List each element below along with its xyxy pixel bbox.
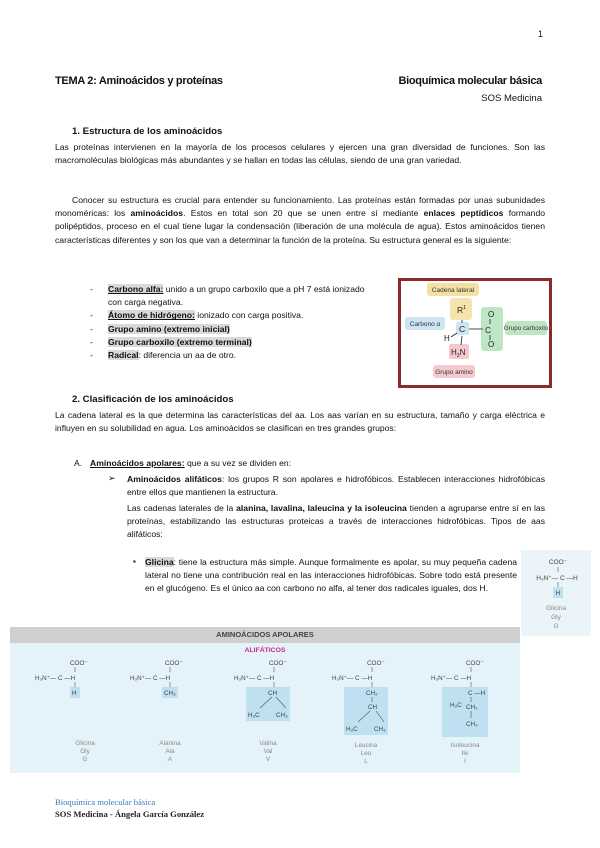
svg-text:H₃N⁺— C —H: H₃N⁺— C —H	[234, 675, 275, 682]
valine-label: Valina Val V	[259, 740, 277, 763]
org-name: SOS Medicina	[481, 93, 542, 104]
glycine-backbone: H₃N⁺— C —H	[536, 575, 578, 582]
alanine-label: Alanina Ala A	[159, 740, 181, 763]
glycine-label: Glicina Gly G	[75, 740, 95, 763]
svg-text:CH₂: CH₂	[466, 704, 478, 711]
square-bullet-icon: ▪	[133, 557, 136, 566]
leucine-structure	[332, 660, 388, 735]
bond-h-c	[451, 333, 457, 337]
list-item: - Grupo carboxilo (extremo terminal)	[90, 336, 252, 347]
aliphatic-paragraph-1: Aminoácidos alifáticos: los grupos R son apolares e hidrofóbicos. Establecen interacciones hidrofóbicas entre ellos que mantienen la estructura.	[127, 474, 545, 498]
svg-text:COO⁻: COO⁻	[367, 660, 385, 667]
svg-text:CH₃: CH₃	[276, 712, 288, 719]
svg-text:COO⁻: COO⁻	[269, 660, 287, 667]
leucine-label: Leucina Leu L	[354, 742, 378, 765]
svg-text:H: H	[72, 690, 77, 697]
aliphatic-paragraph-2: Las cadenas laterales de la alanina, lavalina, laleucina y la isoleucina tienden a agruparse entre sí en las proteínas, estabilizando las estructuras proteicas a través de interacciones hidrofóbicas. Tipos de aas alifáticos:	[127, 503, 545, 540]
list-item: - Carbono alfa: unido a un grupo carboxilo que a pH 7 está ionizado con carga negativa.	[90, 284, 365, 308]
section-1-paragraph-2: Conocer su estructura es crucial para entender su funcionamiento. Las proteínas están formadas por unas subunidades monoméricas: los aminoácidos. Estos en total son 20 que se unen entre sí mediante enlaces peptídicos formando polipéptidos, proceso en el cual tiene lugar la condensación (liberación de una molécula de agua). Estos aminoácidos tienen características diferentes y son los que van a determinar la función de la proteína. Su estructura general es la siguiente:	[55, 195, 546, 245]
structures	[35, 660, 488, 737]
isoleucine-structure	[431, 660, 488, 737]
footer-author: SOS Medicina - Ángela García González	[55, 809, 205, 819]
structure-bullet-list	[90, 283, 375, 362]
carboxyl-label: Grupo carboxilo	[503, 325, 549, 332]
svg-text:COO⁻: COO⁻	[165, 660, 183, 667]
section-2-paragraph-1: La cadena lateral es la que determina las características del aa. Los aas varían en su estructura, tamaño y carga eléctrica e influyen en su solubilidad en agua. Los aminoácidos se clasifican en tres grandes grupos:	[55, 410, 545, 434]
svg-text:COO⁻: COO⁻	[466, 660, 484, 667]
section-2-heading: 2. Clasificación de los aminoácidos	[72, 394, 234, 405]
footer-subject: Bioquímica molecular básica	[55, 797, 156, 807]
svg-text:CH: CH	[368, 704, 378, 711]
glycine-name: Glicina	[546, 605, 566, 612]
subject-title: Bioquímica molecular básica	[398, 75, 542, 87]
svg-text:H₃C: H₃C	[450, 702, 462, 709]
bond-c-n	[461, 336, 462, 345]
page-number: 1	[538, 29, 544, 39]
amino-atoms: $H_3N$	[451, 348, 466, 359]
svg-text:CH₃: CH₃	[466, 721, 478, 728]
r-group-label: $R^1$	[457, 305, 467, 315]
table-header: AMINOÁCIDOS APOLARES	[10, 627, 520, 643]
amino-label: Grupo amino	[435, 369, 473, 376]
glycine-r-h: H	[555, 590, 561, 597]
svg-text:H₃N⁺— C —H: H₃N⁺— C —H	[431, 675, 472, 682]
document-title: TEMA 2: Aminoácidos y proteínas	[55, 75, 223, 87]
svg-text:CH₃: CH₃	[374, 726, 386, 733]
arrow-bullet-icon: ➢	[108, 473, 116, 483]
svg-text:H₃C: H₃C	[248, 712, 260, 719]
svg-text:CH₂: CH₂	[366, 690, 378, 697]
table-subheader: ALIFÁTICOS	[244, 647, 286, 654]
alanine-structure	[130, 660, 183, 698]
alpha-carbon-label: Carbono α	[409, 321, 441, 328]
glycine-abbr3: Gly	[551, 614, 561, 621]
section-1-heading: 1. Estructura de los aminoácidos	[72, 126, 223, 137]
apolar-amino-acids-figure	[10, 627, 520, 773]
side-chain-label: Cadena lateral	[431, 287, 475, 294]
isoleucine-label: Isoleucina Ile I	[450, 742, 480, 765]
glycine-abbr1: G	[553, 623, 559, 630]
amino-acid-structure-diagram	[398, 278, 552, 388]
carboxyl-oxygen-bottom: O	[488, 340, 495, 349]
svg-text:C —H: C —H	[468, 690, 486, 697]
section-1-paragraph-1: Las proteínas intervienen en la mayoría de los procesos celulares y ejercen una gran diversidad de funciones. Son las macromoléculas biológicas más abundantes y se hallan en todas las células, siendo de una gran variedad.	[55, 142, 545, 166]
svg-text:COO⁻: COO⁻	[70, 660, 88, 667]
alpha-hydrogen-atom: H	[444, 334, 450, 343]
glycine-paragraph: Glicina: tiene la estructura más simple. Aunque formalmente es apolar, su muy pequeña cadena lateral no tiene una contribución real en las interacciones hidrofóbicas. Sobre todo está presente en el glucógeno. Es el único aa con carbono no alfa, al tener dos radicales iguales, dos H.	[145, 557, 517, 594]
structure-svg	[401, 281, 549, 385]
list-item: - Radical: diferencia un aa de otro.	[90, 350, 237, 361]
carboxyl-oxygen-top: O	[488, 310, 495, 319]
svg-text:CH₃: CH₃	[164, 690, 176, 697]
glycine-side-svg	[521, 550, 591, 636]
valine-structure	[234, 660, 290, 721]
glycine-structure	[35, 660, 88, 698]
svg-text:H₃N⁺— C —H: H₃N⁺— C —H	[130, 675, 171, 682]
subsection-a-heading: A. Aminoácidos apolares: que a su vez se dividen en:	[74, 458, 292, 468]
glycine-coo: COO⁻	[548, 559, 568, 566]
svg-text:H₃C: H₃C	[346, 726, 358, 733]
svg-text:H₃N⁺— C —H: H₃N⁺— C —H	[332, 675, 373, 682]
list-item: - Grupo amino (extremo inicial)	[90, 323, 230, 334]
alpha-carbon-atom: C	[459, 324, 466, 334]
svg-text:CH: CH	[268, 690, 278, 697]
glycine-side-figure	[521, 550, 591, 636]
carboxyl-carbon: C	[485, 325, 492, 335]
svg-text:H₃N⁺— C —H: H₃N⁺— C —H	[35, 675, 76, 682]
list-item: - Átomo de hidrógeno: ionizado con carga positiva.	[90, 310, 304, 321]
